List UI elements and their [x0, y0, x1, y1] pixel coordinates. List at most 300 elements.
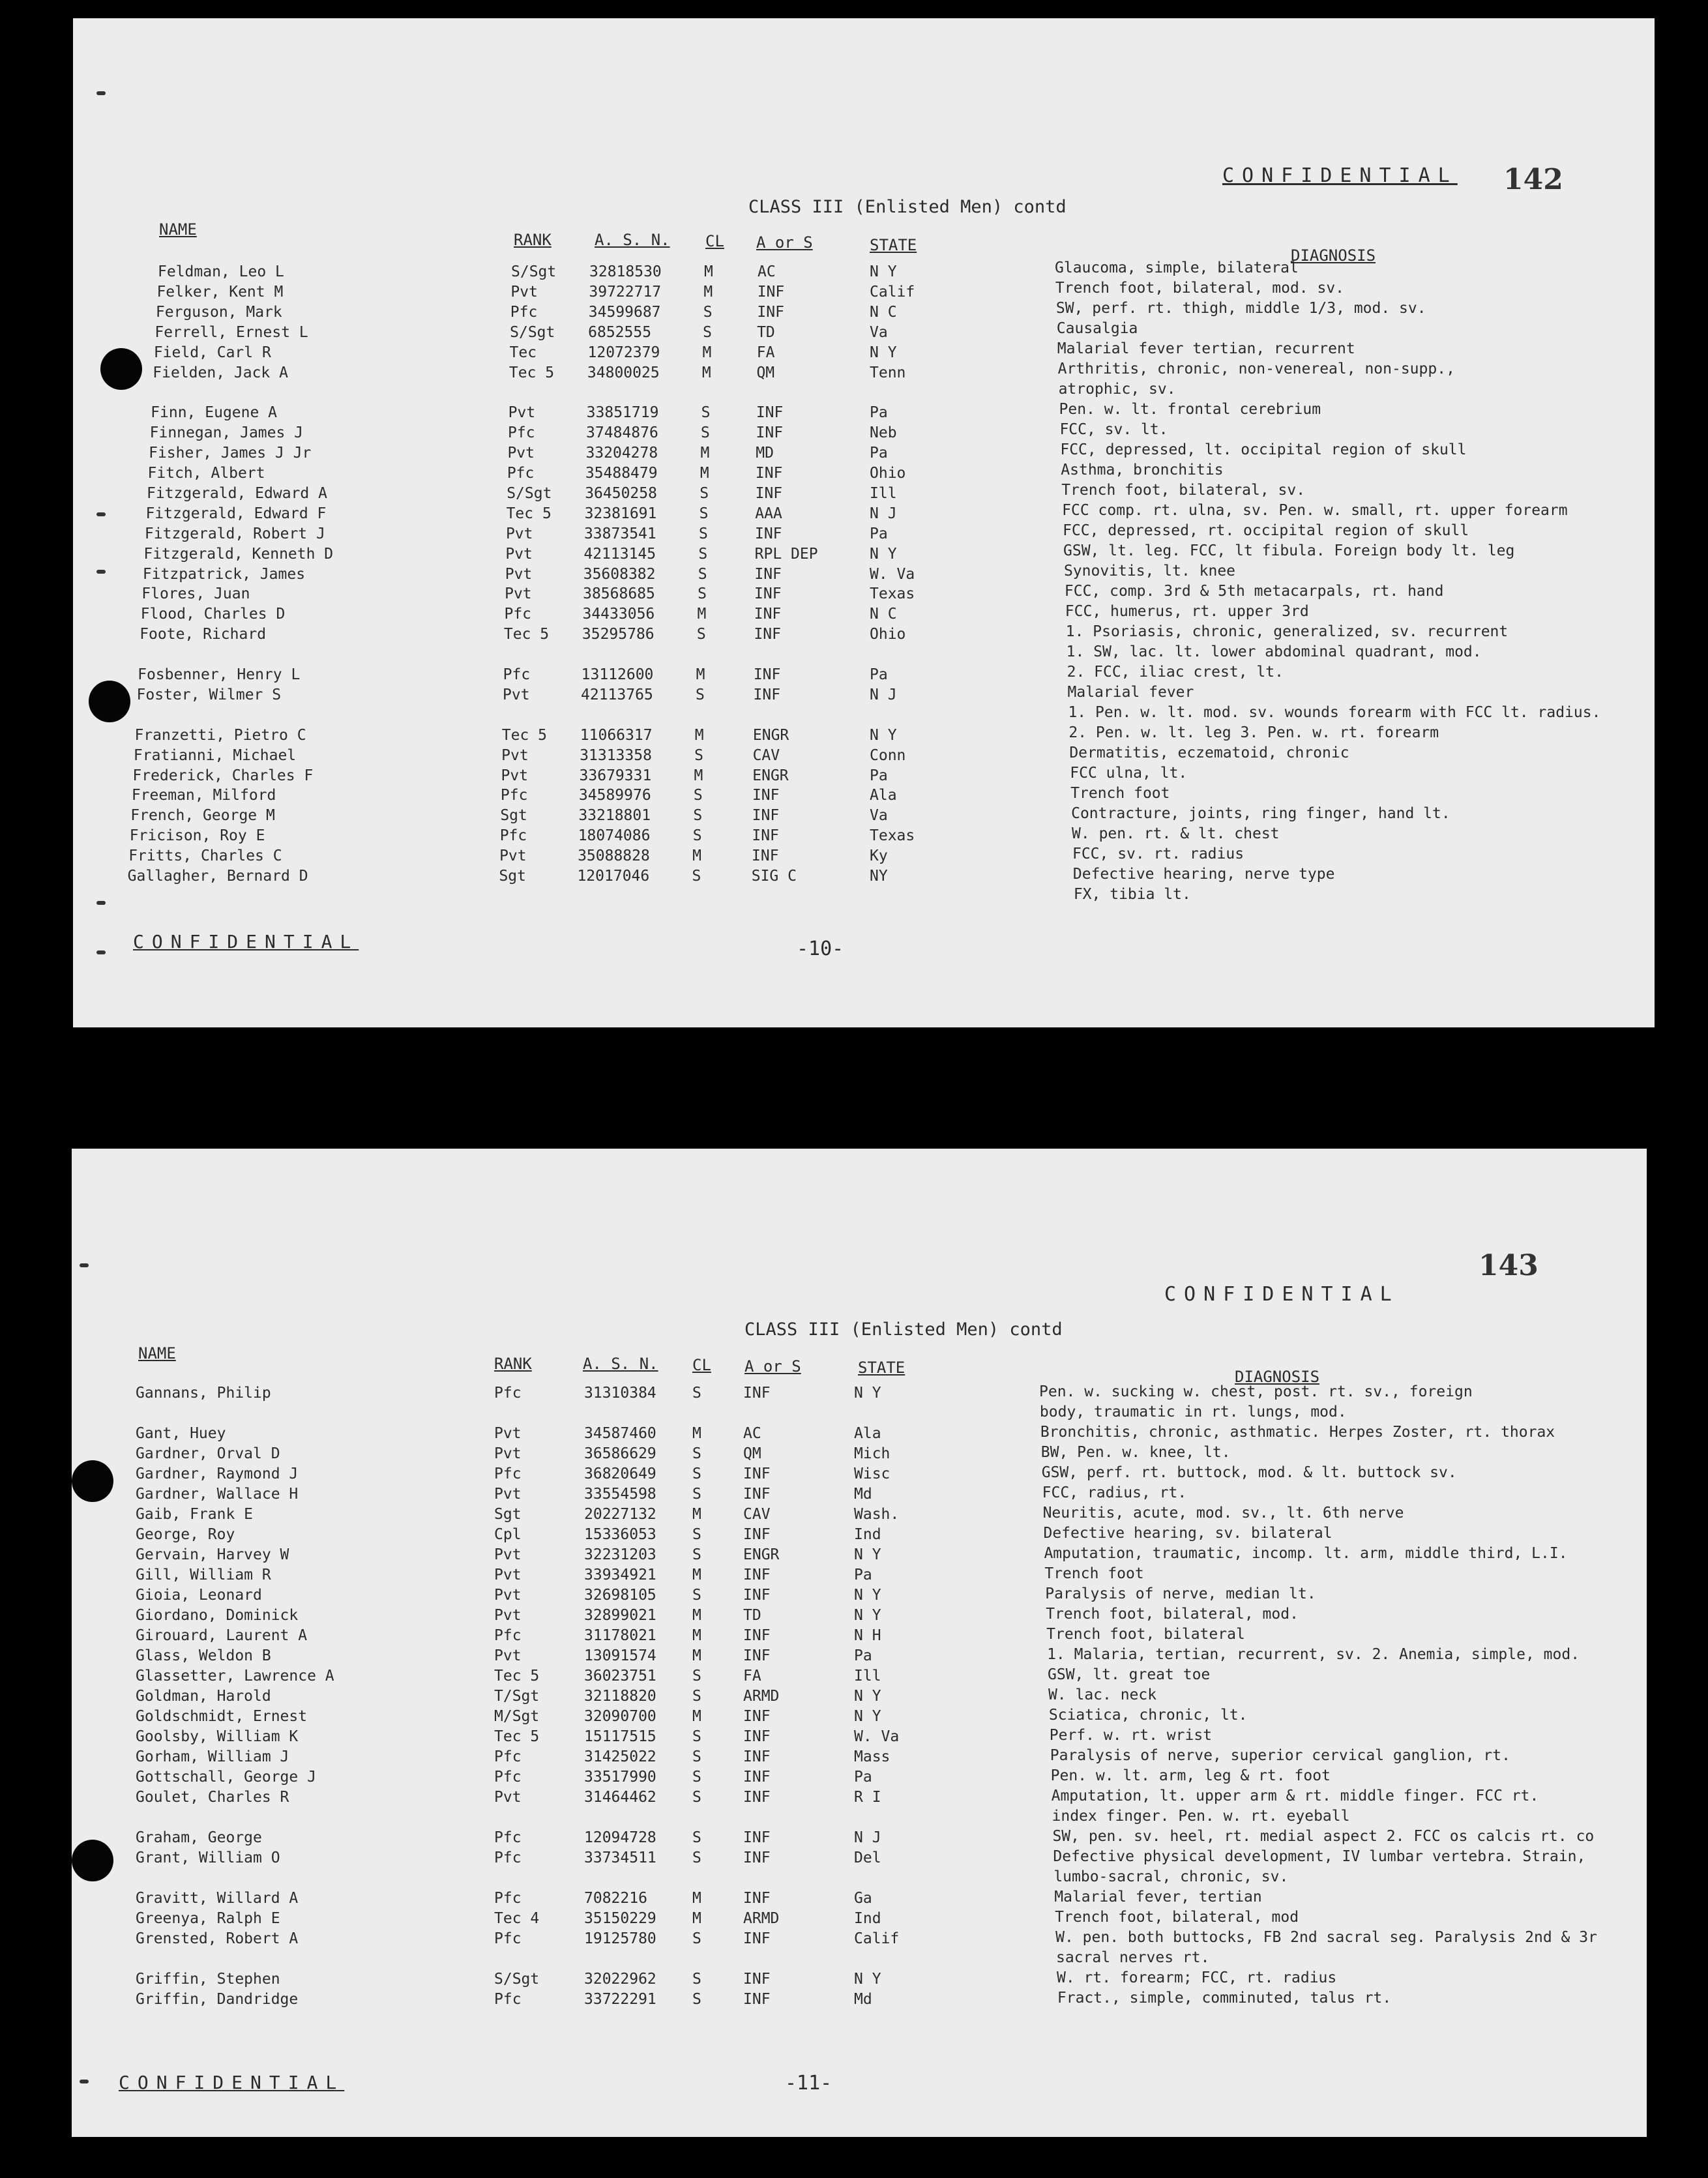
- arm-or-service-cell: TD: [743, 1607, 761, 1624]
- asn-cell: 36820649: [584, 1465, 656, 1482]
- state-cell: N J: [870, 505, 897, 522]
- asn-cell: 12072379: [587, 344, 660, 361]
- asn-cell: 33517990: [584, 1769, 656, 1786]
- state-cell: W. Va: [870, 565, 915, 583]
- state-cell: NY: [870, 868, 888, 885]
- rank-cell: Pvt: [505, 585, 532, 603]
- name-cell: Gravitt, Willard A: [136, 1890, 299, 1907]
- name-cell: Fitzgerald, Edward F: [145, 505, 327, 522]
- document-page-143: [72, 1149, 1647, 2137]
- name-cell: Finnegan, James J: [149, 424, 304, 442]
- rank-cell: Pvt: [507, 445, 535, 462]
- asn-cell: 35295786: [582, 626, 655, 643]
- state-cell: Del: [854, 1849, 881, 1866]
- rank-cell: Sgt: [494, 1506, 522, 1523]
- class-cell: S: [698, 545, 708, 563]
- arm-or-service-cell: INF: [756, 424, 784, 442]
- arm-or-service-cell: INF: [757, 283, 785, 301]
- name-cell: Gardner, Raymond J: [136, 1465, 299, 1482]
- state-cell: Ga: [854, 1890, 872, 1907]
- state-cell: Calif: [854, 1930, 900, 1947]
- state-cell: N Y: [870, 726, 897, 744]
- state-cell: N Y: [854, 1546, 881, 1563]
- rank-cell: Tec 5: [494, 1728, 540, 1745]
- asn-cell: 33679331: [579, 767, 652, 784]
- state-cell: N Y: [854, 1708, 881, 1725]
- arm-or-service-cell: INF: [743, 1829, 771, 1846]
- diagnosis-cell: W. pen. rt. & lt. chest: [1072, 825, 1280, 842]
- diagnosis-cell: Trench foot: [1070, 785, 1170, 802]
- arm-or-service-cell: INF: [743, 1647, 771, 1664]
- name-cell: Goolsby, William K: [136, 1728, 299, 1745]
- rank-cell: S/Sgt: [507, 484, 552, 502]
- arm-or-service-cell: SIG C: [751, 868, 797, 885]
- asn-cell: 39722717: [589, 283, 662, 301]
- column-header-asn: A. S. N.: [583, 1355, 658, 1373]
- rank-cell: Pvt: [501, 767, 529, 784]
- state-cell: Pa: [870, 404, 888, 422]
- name-cell: Griffin, Stephen: [136, 1971, 280, 1988]
- arm-or-service-cell: INF: [743, 1385, 771, 1402]
- arm-or-service-cell: INF: [755, 484, 783, 502]
- diagnosis-cell: body, traumatic in rt. lungs, mod.: [1039, 1404, 1347, 1420]
- diagnosis-cell: 1. SW, lac. lt. lower abdominal quadrant, mod.: [1066, 643, 1482, 660]
- name-cell: Goulet, Charles R: [136, 1789, 289, 1806]
- diagnosis-cell: Pen. w. lt. arm, leg & rt. foot: [1050, 1767, 1331, 1784]
- rank-cell: Pvt: [503, 686, 530, 703]
- rank-cell: Tec 5: [494, 1668, 540, 1685]
- rank-cell: Cpl: [494, 1526, 522, 1543]
- diagnosis-cell: Causalgia: [1056, 320, 1138, 337]
- page-folio: -11-: [785, 2072, 832, 2095]
- state-cell: Ill: [870, 484, 897, 502]
- class-cell: S: [692, 1930, 701, 1947]
- state-cell: N C: [870, 303, 897, 321]
- asn-cell: 33851719: [586, 404, 659, 422]
- class-cell: S: [698, 565, 707, 583]
- confidential-header: CONFIDENTIAL: [1164, 1283, 1400, 1306]
- arm-or-service-cell: AAA: [755, 505, 782, 522]
- rank-cell: Pvt: [505, 565, 533, 583]
- state-cell: Ohio: [870, 626, 906, 643]
- asn-cell: 19125780: [584, 1930, 656, 1947]
- state-cell: N C: [870, 606, 897, 623]
- name-cell: Gannans, Philip: [136, 1385, 271, 1402]
- state-cell: Ohio: [870, 465, 906, 482]
- arm-or-service-cell: ARMD: [743, 1688, 780, 1705]
- asn-cell: 35150229: [584, 1910, 656, 1927]
- class-cell: S: [692, 1971, 701, 1988]
- diagnosis-cell: Trench foot, bilateral, mod.: [1046, 1606, 1299, 1623]
- margin-mark: [96, 950, 106, 954]
- name-cell: Goldman, Harold: [136, 1688, 271, 1705]
- class-cell: S: [692, 1688, 701, 1705]
- arm-or-service-cell: FA: [743, 1668, 761, 1685]
- name-cell: Girouard, Laurent A: [136, 1627, 308, 1644]
- diagnosis-cell: FX, tibia lt.: [1073, 886, 1191, 903]
- asn-cell: 31464462: [584, 1789, 656, 1806]
- rank-cell: Pfc: [503, 666, 531, 683]
- name-cell: Griffin, Dandridge: [136, 1991, 299, 2008]
- rank-cell: Tec 4: [494, 1910, 540, 1927]
- asn-cell: 35608382: [583, 565, 656, 583]
- diagnosis-cell: atrophic, sv.: [1058, 381, 1176, 398]
- asn-cell: 32118820: [584, 1688, 656, 1705]
- rank-cell: Pvt: [494, 1789, 522, 1806]
- diagnosis-cell: Paralysis of nerve, superior cervical ganglion, rt.: [1050, 1747, 1510, 1764]
- diagnosis-cell: Synovitis, lt. knee: [1063, 563, 1236, 580]
- name-cell: Grant, William O: [136, 1849, 280, 1866]
- asn-cell: 32022962: [584, 1971, 656, 1988]
- confidential-header: CONFIDENTIAL: [1222, 164, 1458, 187]
- arm-or-service-cell: INF: [743, 1708, 771, 1725]
- arm-or-service-cell: ENGR: [752, 767, 789, 784]
- arm-or-service-cell: AC: [743, 1425, 761, 1442]
- rank-cell: Pfc: [508, 424, 535, 442]
- class-cell: M: [697, 606, 707, 623]
- diagnosis-cell: Fract., simple, comminuted, talus rt.: [1057, 1990, 1392, 2007]
- arm-or-service-cell: INF: [752, 787, 780, 804]
- name-cell: French, George M: [130, 807, 275, 825]
- name-cell: Ferrell, Ernest L: [155, 323, 308, 341]
- asn-cell: 33873541: [583, 525, 656, 542]
- class-cell: S: [693, 807, 703, 825]
- rank-cell: Pvt: [508, 404, 536, 422]
- asn-cell: 6852555: [588, 323, 652, 341]
- state-cell: Pa: [854, 1769, 872, 1786]
- state-cell: Ky: [870, 847, 888, 865]
- state-cell: N Y: [854, 1971, 881, 1988]
- asn-cell: 32231203: [584, 1546, 656, 1563]
- diagnosis-cell: W. pen. both buttocks, FB 2nd sacral seg. Paralysis 2nd & 3r: [1055, 1929, 1597, 1946]
- rank-cell: Pvt: [494, 1486, 522, 1503]
- diagnosis-cell: Neuritis, acute, mod. sv., lt. 6th nerve: [1042, 1505, 1404, 1522]
- diagnosis-cell: Glaucoma, simple, bilateral: [1055, 259, 1299, 276]
- rank-cell: Pfc: [499, 827, 527, 845]
- diagnosis-cell: Sciatica, chronic, lt.: [1048, 1707, 1248, 1724]
- column-header-cl: CL: [705, 232, 724, 250]
- arm-or-service-cell: INF: [743, 1587, 771, 1604]
- rank-cell: Pvt: [494, 1647, 522, 1664]
- diagnosis-cell: Bronchitis, chronic, asthmatic. Herpes Zoster, rt. thorax: [1040, 1424, 1555, 1441]
- state-cell: Texas: [870, 585, 915, 603]
- asn-cell: 15117515: [584, 1728, 656, 1745]
- diagnosis-cell: GSW, lt. great toe: [1048, 1666, 1211, 1683]
- arm-or-service-cell: FA: [756, 344, 775, 361]
- arm-or-service-cell: ENGR: [743, 1546, 780, 1563]
- rank-cell: Pfc: [494, 1930, 522, 1947]
- rank-cell: M/Sgt: [494, 1708, 540, 1725]
- arm-or-service-cell: CAV: [752, 746, 780, 764]
- state-cell: Pa: [854, 1567, 872, 1583]
- arm-or-service-cell: INF: [754, 626, 781, 643]
- column-header-diagnosis: DIAGNOSIS: [1235, 1368, 1320, 1386]
- class-cell: S: [703, 323, 712, 341]
- class-cell: M: [702, 344, 712, 361]
- rank-cell: Pfc: [494, 1890, 522, 1907]
- rank-cell: Tec: [509, 344, 537, 361]
- arm-or-service-cell: INF: [743, 1769, 771, 1786]
- state-cell: Pa: [870, 767, 888, 784]
- diagnosis-cell: FCC, comp. 3rd & 5th metacarpals, rt. hand: [1064, 583, 1444, 600]
- arm-or-service-cell: INF: [743, 1849, 771, 1866]
- arm-or-service-cell: INF: [753, 686, 781, 703]
- class-cell: M: [692, 1567, 701, 1583]
- state-cell: N Y: [854, 1587, 881, 1604]
- arm-or-service-cell: INF: [752, 847, 779, 865]
- margin-mark: [96, 512, 106, 516]
- state-cell: Conn: [870, 746, 906, 764]
- name-cell: Gorham, William J: [136, 1748, 289, 1765]
- arm-or-service-cell: INF: [754, 606, 782, 623]
- asn-cell: 13112600: [581, 666, 654, 683]
- column-header-asn: A. S. N.: [595, 231, 670, 249]
- name-cell: Felker, Kent M: [156, 283, 284, 301]
- arm-or-service-cell: RPL DEP: [754, 545, 818, 563]
- class-cell: M: [692, 1627, 701, 1644]
- asn-cell: 20227132: [584, 1506, 656, 1523]
- asn-cell: 37484876: [586, 424, 658, 442]
- class-cell: S: [693, 787, 703, 804]
- class-cell: M: [692, 1910, 701, 1927]
- punch-hole: [89, 681, 130, 722]
- class-cell: M: [700, 445, 710, 462]
- class-cell: M: [692, 1708, 701, 1725]
- column-header-name: NAME: [159, 220, 197, 239]
- class-cell: S: [699, 484, 709, 502]
- class-cell: S: [696, 626, 706, 643]
- column-header-rank: RANK: [514, 231, 552, 249]
- rank-cell: Pvt: [510, 283, 538, 301]
- state-cell: W. Va: [854, 1728, 900, 1745]
- name-cell: Field, Carl R: [153, 344, 271, 361]
- class-cell: S: [692, 1748, 701, 1765]
- name-cell: Franzetti, Pietro C: [134, 726, 306, 744]
- class-title: CLASS III (Enlisted Men) contd: [744, 1319, 1063, 1340]
- diagnosis-cell: 1. Malaria, tertian, recurrent, sv. 2. Anemia, simple, mod.: [1047, 1646, 1580, 1663]
- class-cell: S: [692, 1587, 701, 1604]
- column-header-a-or-s: A or S: [744, 1357, 801, 1376]
- document-page-142: [73, 18, 1655, 1027]
- diagnosis-cell: FCC, depressed, lt. occipital region of skull: [1060, 441, 1467, 458]
- margin-mark: [80, 2080, 89, 2083]
- state-cell: Tenn: [870, 364, 906, 381]
- diagnosis-cell: Defective hearing, nerve type: [1072, 866, 1335, 883]
- rank-cell: Pvt: [505, 545, 533, 563]
- state-cell: Ala: [870, 787, 897, 804]
- page-number: 143: [1479, 1249, 1539, 1282]
- state-cell: N J: [854, 1829, 881, 1846]
- asn-cell: 12017046: [577, 868, 650, 885]
- diagnosis-cell: Malarial fever: [1067, 684, 1194, 701]
- name-cell: Fitzpatrick, James: [142, 565, 306, 583]
- state-cell: Pa: [870, 445, 888, 462]
- name-cell: Fricison, Roy E: [129, 827, 265, 845]
- name-cell: Fitch, Albert: [147, 465, 265, 482]
- rank-cell: Pfc: [510, 303, 538, 321]
- punch-hole: [72, 1840, 113, 1881]
- arm-or-service-cell: INF: [743, 1789, 771, 1806]
- asn-cell: 42113765: [581, 686, 653, 703]
- asn-cell: 32090700: [584, 1708, 656, 1725]
- state-cell: Mich: [854, 1445, 891, 1462]
- name-cell: George, Roy: [136, 1526, 235, 1543]
- class-cell: S: [692, 1829, 701, 1846]
- diagnosis-cell: SW, perf. rt. thigh, middle 1/3, mod. sv.: [1055, 300, 1426, 317]
- rank-cell: Pvt: [505, 525, 533, 542]
- name-cell: Feldman, Leo L: [158, 263, 284, 280]
- class-cell: S: [699, 505, 709, 522]
- class-cell: S: [692, 1789, 701, 1806]
- class-cell: S: [698, 525, 708, 542]
- diagnosis-cell: Dermatitis, eczematoid, chronic: [1069, 744, 1349, 761]
- name-cell: Flores, Juan: [141, 585, 250, 603]
- arm-or-service-cell: INF: [752, 807, 780, 825]
- name-cell: Frederick, Charles F: [132, 767, 314, 784]
- name-cell: Fitzgerald, Kenneth D: [143, 545, 334, 563]
- name-cell: Glassetter, Lawrence A: [136, 1668, 334, 1685]
- asn-cell: 36023751: [584, 1668, 656, 1685]
- column-header-state: STATE: [858, 1359, 906, 1377]
- diagnosis-cell: sacral nerves rt.: [1056, 1949, 1210, 1966]
- asn-cell: 33734511: [584, 1849, 656, 1866]
- class-cell: S: [692, 1991, 701, 2008]
- state-cell: Va: [870, 807, 888, 825]
- rank-cell: Tec 5: [501, 726, 548, 744]
- diagnosis-cell: 1. Pen. w. lt. mod. sv. wounds forearm with FCC lt. radius.: [1068, 704, 1601, 721]
- diagnosis-cell: Amputation, traumatic, incomp. lt. arm, middle third, L.I.: [1044, 1545, 1568, 1562]
- name-cell: Fritts, Charles C: [128, 847, 282, 865]
- state-cell: N Y: [870, 263, 897, 280]
- asn-cell: 42113145: [583, 545, 656, 563]
- name-cell: Fitzgerald, Robert J: [144, 525, 325, 542]
- margin-mark: [80, 1263, 89, 1267]
- rank-cell: Pfc: [504, 606, 532, 623]
- name-cell: Flood, Charles D: [140, 606, 286, 623]
- diagnosis-cell: Asthma, bronchitis: [1061, 462, 1224, 478]
- rank-cell: Pvt: [494, 1587, 522, 1604]
- rank-cell: Sgt: [500, 807, 527, 825]
- asn-cell: 32381691: [584, 505, 657, 522]
- name-cell: Gant, Huey: [136, 1425, 226, 1442]
- class-cell: S: [692, 1668, 701, 1685]
- state-cell: Pa: [870, 666, 888, 683]
- class-cell: S: [692, 1486, 701, 1503]
- name-cell: Graham, George: [136, 1829, 262, 1846]
- arm-or-service-cell: INF: [756, 404, 784, 422]
- rank-cell: Tec 5: [508, 364, 555, 381]
- diagnosis-cell: Trench foot, bilateral: [1046, 1626, 1245, 1643]
- rank-cell: S/Sgt: [510, 323, 555, 341]
- diagnosis-cell: Paralysis of nerve, median lt.: [1045, 1585, 1316, 1602]
- rank-cell: T/Sgt: [494, 1688, 540, 1705]
- asn-cell: 12094728: [584, 1829, 656, 1846]
- name-cell: Freeman, Milford: [131, 787, 276, 804]
- class-cell: M: [704, 263, 713, 280]
- asn-cell: 11066317: [580, 726, 653, 744]
- column-header-cl: CL: [692, 1356, 711, 1374]
- rank-cell: Pfc: [507, 465, 535, 482]
- punch-hole: [72, 1460, 113, 1502]
- rank-cell: Pvt: [501, 746, 529, 764]
- class-cell: S: [703, 303, 713, 321]
- diagnosis-cell: Pen. w. lt. frontal cerebrium: [1059, 401, 1321, 418]
- diagnosis-cell: Pen. w. sucking w. chest, post. rt. sv., foreign: [1039, 1383, 1473, 1400]
- asn-cell: 38568685: [583, 585, 655, 603]
- diagnosis-cell: lumbo-sacral, chronic, sv.: [1053, 1868, 1289, 1885]
- rank-cell: S/Sgt: [494, 1971, 540, 1988]
- class-cell: M: [692, 847, 701, 865]
- state-cell: Pa: [854, 1647, 872, 1664]
- name-cell: Fielden, Jack A: [153, 364, 288, 381]
- rank-cell: Pvt: [494, 1425, 522, 1442]
- diagnosis-cell: SW, pen. sv. heel, rt. medial aspect 2. FCC os calcis rt. co: [1052, 1828, 1595, 1845]
- arm-or-service-cell: INF: [743, 1627, 771, 1644]
- asn-cell: 32698105: [584, 1587, 656, 1604]
- rank-cell: Pvt: [494, 1546, 522, 1563]
- diagnosis-cell: FCC, sv. lt.: [1059, 421, 1168, 438]
- class-cell: S: [692, 1728, 701, 1745]
- diagnosis-cell: GSW, lt. leg. FCC, lt fibula. Foreign body lt. leg: [1063, 542, 1515, 559]
- asn-cell: 32899021: [584, 1607, 656, 1624]
- rank-cell: Pvt: [494, 1445, 522, 1462]
- class-cell: S: [692, 1385, 701, 1402]
- column-header-diagnosis: DIAGNOSIS: [1291, 246, 1376, 265]
- column-header-name: NAME: [138, 1344, 176, 1362]
- rank-cell: Pfc: [494, 1991, 522, 2008]
- name-cell: Gaib, Frank E: [136, 1506, 254, 1523]
- name-cell: Fratianni, Michael: [133, 746, 297, 764]
- asn-cell: 15336053: [584, 1526, 656, 1543]
- arm-or-service-cell: INF: [743, 1991, 771, 2008]
- diagnosis-cell: Trench foot, bilateral, mod: [1055, 1909, 1299, 1926]
- name-cell: Goldschmidt, Ernest: [136, 1708, 308, 1725]
- name-cell: Ferguson, Mark: [155, 303, 282, 321]
- asn-cell: 31425022: [584, 1748, 656, 1765]
- asn-cell: 35488479: [585, 465, 658, 482]
- state-cell: Md: [854, 1991, 872, 2008]
- diagnosis-cell: 2. FCC, iliac crest, lt.: [1067, 664, 1284, 681]
- class-cell: S: [701, 424, 710, 442]
- arm-or-service-cell: INF: [743, 1748, 771, 1765]
- class-cell: S: [692, 868, 701, 885]
- rank-cell: Pfc: [494, 1829, 522, 1846]
- arm-or-service-cell: INF: [743, 1930, 771, 1947]
- diagnosis-cell: FCC, humerus, rt. upper 3rd: [1065, 603, 1309, 620]
- asn-cell: 33204278: [585, 445, 658, 462]
- class-cell: M: [701, 364, 711, 381]
- margin-mark: [96, 570, 106, 574]
- name-cell: Gallagher, Bernard D: [127, 868, 308, 885]
- state-cell: N Y: [870, 344, 897, 361]
- arm-or-service-cell: INF: [754, 565, 782, 583]
- state-cell: Md: [854, 1486, 872, 1503]
- state-cell: Va: [870, 323, 888, 341]
- arm-or-service-cell: INF: [743, 1526, 771, 1543]
- punch-hole: [100, 348, 142, 390]
- page-folio: -10-: [797, 937, 844, 960]
- state-cell: Calif: [870, 283, 915, 301]
- name-cell: Giordano, Dominick: [136, 1607, 299, 1624]
- arm-or-service-cell: TD: [757, 323, 775, 341]
- class-cell: M: [692, 1607, 701, 1624]
- arm-or-service-cell: INF: [752, 827, 779, 845]
- state-cell: N Y: [870, 545, 897, 563]
- rank-cell: S/Sgt: [511, 263, 557, 280]
- class-cell: S: [692, 1769, 701, 1786]
- name-cell: Finn, Eugene A: [151, 404, 278, 422]
- asn-cell: 31313358: [580, 746, 652, 764]
